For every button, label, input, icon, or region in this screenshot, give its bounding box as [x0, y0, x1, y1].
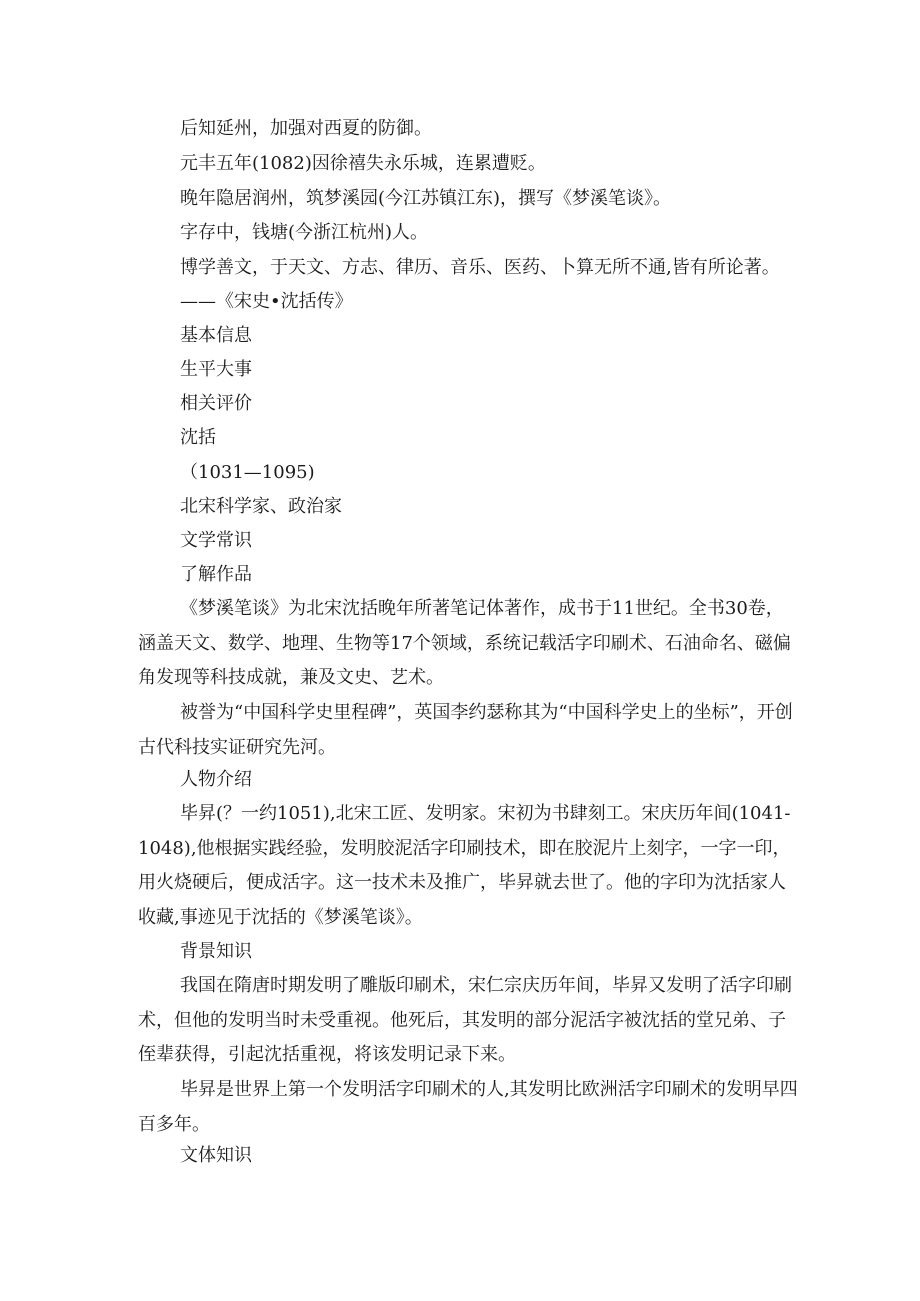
heading-style-knowledge: 文体知识 — [180, 1145, 252, 1166]
label-basic-info: 基本信息 — [180, 325, 252, 346]
heading-background: 背景知识 — [180, 941, 252, 962]
author-name: 沈括 — [180, 427, 216, 448]
author-dates: （1031—1095) — [180, 462, 315, 483]
label-evaluation: 相关评价 — [180, 393, 252, 414]
label-literary-knowledge: 文学常识 — [180, 530, 252, 551]
text-line-courtesy-name: 字存中，钱塘(今浙江杭州)人。 — [180, 222, 429, 243]
label-about-work: 了解作品 — [180, 564, 252, 585]
author-role: 北宋科学家、政治家 — [180, 496, 342, 517]
paragraph-background-2: 毕昇是世界上第一个发明活字印刷术的人,其发明比欧洲活字印刷术的发明早四百多年。 — [138, 1079, 798, 1135]
text-line-yuanfeng: 元丰五年(1082)因徐禧失永乐城，连累遭贬。 — [180, 153, 546, 174]
citation-songshi: ——《宋史•沈括传》 — [180, 291, 353, 312]
paragraph-bi-sheng: 毕昇(？一约1051),北宋工匠、发明家。宋初为书肆刻工。宋庆历年间(1041-1048),他根据实践经验，发明胶泥活字印刷技术，即在胶泥片上刻字，一字一印，用火烧硬后，便成活字。这一技术未及推广，毕昇就去世了。他的字印为沈括家人收藏,事迹见于沈括的《梦溪笔谈》。 — [138, 803, 791, 928]
label-life-events: 生平大事 — [180, 359, 252, 380]
text-line-yanzhou: 后知延州，加强对西夏的防御。 — [180, 118, 432, 139]
paragraph-background-1: 我国在隋唐时期发明了雕版印刷术，宋仁宗庆历年间，毕昇又发明了活字印刷术，但他的发明当时未受重视。他死后，其发明的部分泥活字被沈括的堂兄弟、子侄辈获得，引起沈括重视，将该发明记录下来。 — [138, 975, 792, 1065]
heading-person-intro: 人物介绍 — [180, 769, 252, 790]
paragraph-work-intro: 《梦溪笔谈》为北宋沈括晚年所著笔记体著作，成书于11世纪。全书30卷，涵盖天文、数学、地理、生物等17个领域，系统记载活字印刷术、石油命名、磁偏角发现等科技成就，兼及文史、艺术。 — [138, 598, 791, 688]
text-line-later-years: 晚年隐居润州，筑梦溪园(今江苏镇江东)，撰写《梦溪笔谈》。 — [180, 188, 672, 209]
text-line-learned: 博学善文，于天文、方志、律历、音乐、医药、卜算无所不通,皆有所论著。 — [180, 257, 780, 278]
paragraph-work-praise: 被誉为“中国科学史里程碑”，英国李约瑟称其为“中国科学史上的坐标”，开创古代科技实证研究先河。 — [138, 702, 793, 758]
